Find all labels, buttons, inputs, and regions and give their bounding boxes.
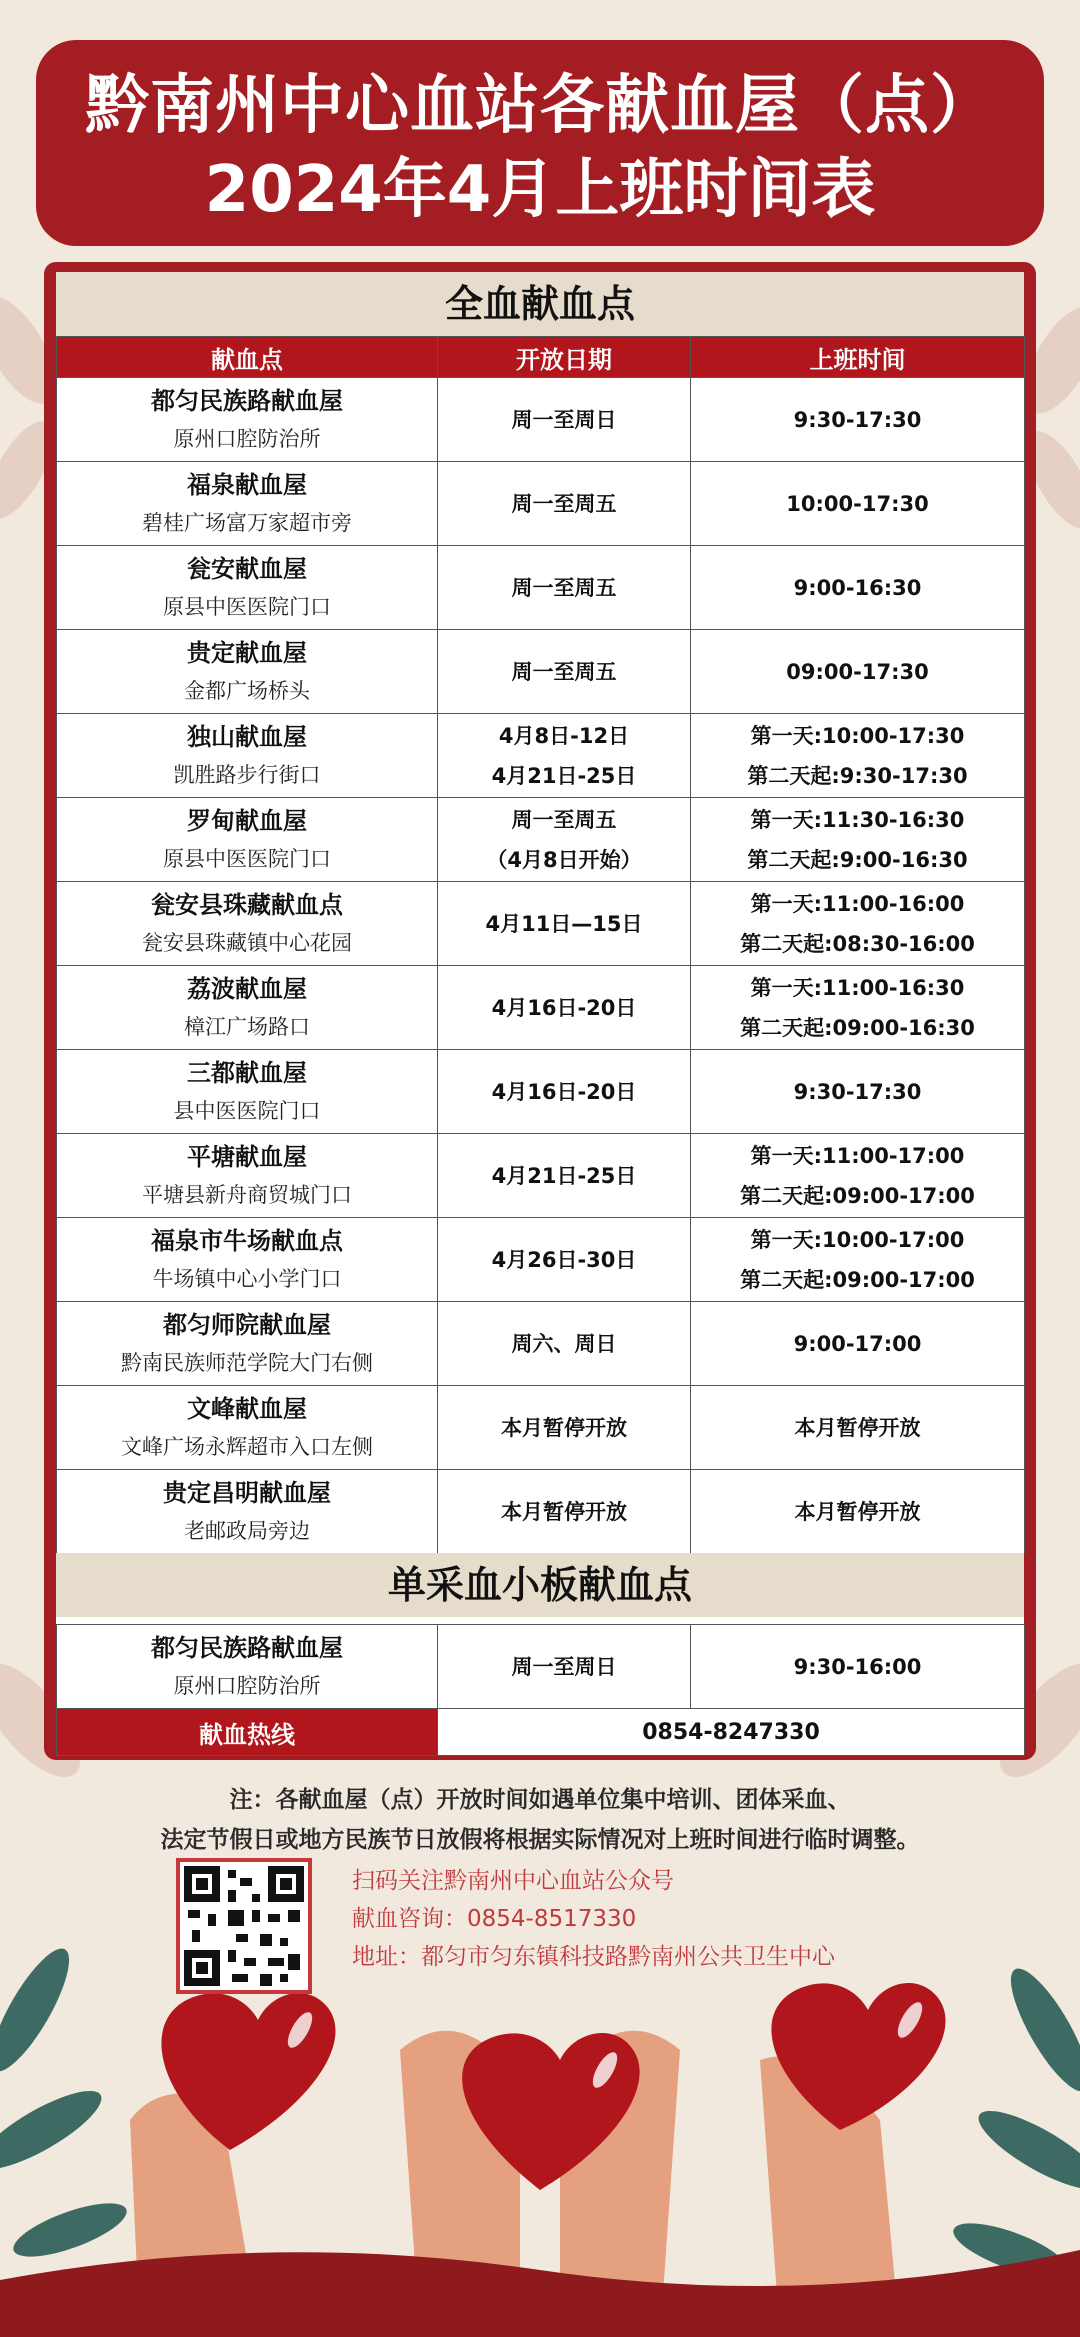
open-date: 4月21日-25日 [491,1163,637,1188]
site-address: 文峰广场永辉超市入口左侧 [121,1434,373,1459]
site-address: 原州口腔防治所 [173,426,321,451]
column-header-site: 献血点 [57,337,438,378]
column-header-date: 开放日期 [438,337,691,378]
open-date: 周六、周日 [511,1331,617,1356]
work-time: 9:00-17:00 [793,1331,922,1356]
open-date: 4月21日-25日 [491,763,637,788]
open-date-cell [438,630,691,714]
site-address: 樟江广场路口 [184,1014,310,1039]
work-time: 第一天:10:00-17:00 [750,1227,965,1252]
site-address: 县中医医院门口 [173,1098,321,1123]
site-cell [57,1050,438,1134]
site-address: 牛场镇中心小学门口 [152,1266,342,1291]
site-address: 原州口腔防治所 [173,1673,321,1698]
site-name: 贵定献血屋 [187,638,307,667]
work-time: 09:00-17:30 [786,659,929,684]
title-banner [36,40,1044,246]
whole-blood-table [56,336,1025,1554]
open-date-cell [438,966,691,1050]
hotline-label: 献血热线 [57,1709,438,1756]
site-cell [57,1134,438,1218]
site-cell [57,1625,438,1709]
work-time-cell [691,378,1025,462]
work-time-cell [691,1625,1025,1709]
table-row [57,378,1025,462]
site-name: 独山献血屋 [187,722,307,751]
open-date-cell [438,882,691,966]
work-time-cell [691,798,1025,882]
table-row [57,546,1025,630]
site-name: 罗甸献血屋 [187,806,307,835]
open-date-cell [438,462,691,546]
work-time: 第一天:11:00-16:30 [750,975,965,1000]
open-date-cell [438,798,691,882]
work-time-cell [691,966,1025,1050]
site-cell [57,378,438,462]
qr-code [176,1858,312,1994]
work-time: 第一天:11:00-16:00 [750,891,965,916]
open-date: 周一至周五 [511,807,617,832]
table-row [57,1050,1025,1134]
column-header-time: 上班时间 [691,337,1025,378]
work-time: 第一天:10:00-17:30 [750,723,965,748]
work-time: 第二天起:08:30-16:00 [740,931,975,956]
table-row [57,1218,1025,1302]
site-name: 文峰献血屋 [187,1394,307,1423]
whole-blood-rows [57,378,1025,1554]
work-time: 第二天起:9:00-16:30 [747,847,968,872]
contact-info [352,1862,835,1976]
work-time: 第一天:11:30-16:30 [750,807,965,832]
page-title-line1: 黔南州中心血站各献血屋（点） [85,69,995,143]
open-date: 周一至周五 [511,491,617,516]
hotline-row [57,1709,1025,1756]
site-name: 三都献血屋 [187,1058,307,1087]
notice-text [0,1780,1080,1860]
site-address: 平塘县新舟商贸城门口 [142,1182,352,1207]
site-name: 瓮安县珠藏献血点 [151,890,343,919]
work-time: 第二天起:09:00-16:30 [740,1015,975,1040]
work-time-cell [691,1050,1025,1134]
site-address: 老邮政局旁边 [184,1518,310,1543]
work-time-cell [691,714,1025,798]
work-time: 9:30-16:00 [793,1654,922,1679]
site-address: 黔南民族师范学院大门右侧 [121,1350,373,1375]
contact-phone: 献血咨询：0854-8517330 [352,1906,637,1932]
notice-line2: 法定节假日或地方民族节日放假将根据实际情况对上班时间进行临时调整。 [160,1827,920,1853]
open-date: （4月8日开始） [486,847,642,872]
notice-line1: 注：各献血屋（点）开放时间如遇单位集中培训、团体采血、 [229,1787,851,1813]
site-cell [57,798,438,882]
qr-code-icon [180,1862,308,1990]
site-address: 碧桂广场富万家超市旁 [142,510,352,535]
site-cell [57,966,438,1050]
site-address: 凯胜路步行街口 [173,762,321,787]
open-date-cell [438,1302,691,1386]
table-row [57,1302,1025,1386]
site-name: 平塘献血屋 [187,1142,307,1171]
work-time: 10:00-17:30 [786,491,929,516]
site-cell [57,546,438,630]
open-date-cell [438,1470,691,1554]
table-row [57,714,1025,798]
site-name: 都匀民族路献血屋 [151,386,343,415]
platelet-rows [57,1625,1025,1709]
work-time-cell [691,630,1025,714]
work-time-cell [691,462,1025,546]
platelet-table [56,1624,1025,1756]
site-cell [57,1218,438,1302]
open-date: 本月暂停开放 [501,1415,627,1440]
work-time-cell [691,1218,1025,1302]
site-cell [57,882,438,966]
work-time-cell [691,1302,1025,1386]
open-date: 4月16日-20日 [491,995,637,1020]
open-date: 周一至周日 [511,407,617,432]
table-row [57,1625,1025,1709]
open-date: 周一至周五 [511,575,617,600]
site-name: 荔波献血屋 [187,974,307,1003]
work-time: 第二天起:09:00-17:00 [740,1183,975,1208]
open-date: 4月11日—15日 [485,911,643,936]
open-date: 周一至周五 [511,659,617,684]
open-date-cell [438,1134,691,1218]
open-date-cell [438,546,691,630]
table-row [57,882,1025,966]
work-time-cell [691,1134,1025,1218]
open-date: 4月16日-20日 [491,1079,637,1104]
work-time: 第二天起:09:00-17:00 [740,1267,975,1292]
site-name: 都匀民族路献血屋 [151,1633,343,1662]
contact-wechat: 扫码关注黔南州中心血站公众号 [352,1868,674,1894]
table-header-row [57,337,1025,378]
open-date-cell [438,1050,691,1134]
site-name: 贵定昌明献血屋 [163,1478,331,1507]
work-time-cell [691,1470,1025,1554]
site-cell [57,714,438,798]
bottom-wave [0,2250,1080,2337]
open-date: 本月暂停开放 [501,1499,627,1524]
table-row [57,798,1025,882]
whole-blood-section-title: 全血献血点 [56,272,1024,336]
table-row [57,1470,1025,1554]
site-address: 原县中医医院门口 [163,846,331,871]
work-time: 9:30-17:30 [793,407,922,432]
site-name: 福泉献血屋 [187,470,307,499]
site-name: 瓮安献血屋 [187,554,307,583]
open-date-cell [438,1386,691,1470]
hotline-number: 0854-8247330 [438,1709,1025,1756]
page-title-line2: 2024年4月上班时间表 [204,153,876,227]
work-time-cell [691,1386,1025,1470]
work-time: 第一天:11:00-17:00 [750,1143,965,1168]
open-date-cell [438,1218,691,1302]
work-time: 本月暂停开放 [794,1415,921,1440]
schedule-card [56,272,1024,1750]
table-row [57,462,1025,546]
work-time: 9:30-17:30 [793,1079,922,1104]
site-cell [57,1386,438,1470]
open-date-cell [438,1625,691,1709]
table-row [57,1134,1025,1218]
work-time: 9:00-16:30 [793,575,922,600]
table-row [57,630,1025,714]
work-time: 第二天起:9:30-17:30 [747,763,968,788]
contact-address: 地址：都匀市匀东镇科技路黔南州公共卫生中心 [352,1944,835,1970]
site-cell [57,462,438,546]
open-date: 周一至周日 [511,1654,617,1679]
site-address: 金都广场桥头 [184,678,310,703]
open-date-cell [438,714,691,798]
table-row [57,966,1025,1050]
work-time: 本月暂停开放 [794,1499,921,1524]
site-cell [57,1302,438,1386]
site-address: 原县中医医院门口 [163,594,331,619]
work-time-cell [691,882,1025,966]
work-time-cell [691,546,1025,630]
open-date: 4月26日-30日 [491,1247,637,1272]
site-cell [57,630,438,714]
platelet-section-title: 单采血小板献血点 [56,1553,1024,1617]
site-address: 瓮安县珠藏镇中心花园 [142,930,352,955]
open-date: 4月8日-12日 [498,723,630,748]
open-date-cell [438,378,691,462]
table-row [57,1386,1025,1470]
site-name: 福泉市牛场献血点 [151,1226,343,1255]
site-name: 都匀师院献血屋 [163,1310,331,1339]
site-cell [57,1470,438,1554]
